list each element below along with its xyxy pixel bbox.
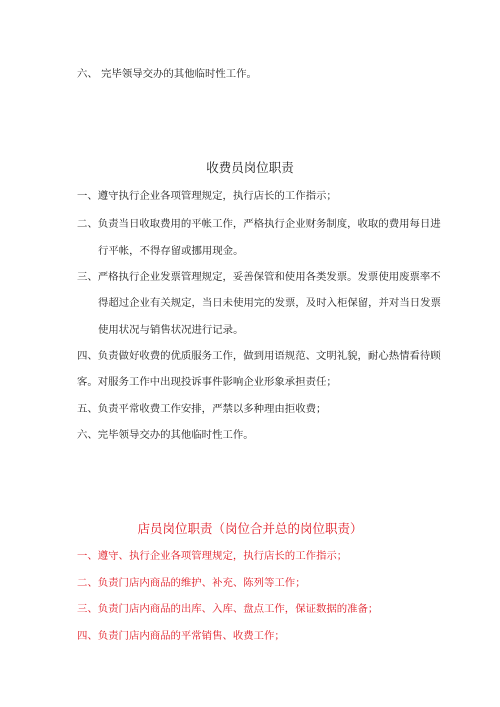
cashier-line: 六、完毕领导交办的其他临时性工作。 — [77, 429, 254, 441]
clerk-line: 二、负责门店内商品的维护、补充、陈列等工作； — [77, 577, 306, 589]
cashier-section-title: 收费员岗位职责 — [206, 160, 294, 175]
cashier-line: 行平帐，不得存留或挪用现金。 — [98, 245, 244, 257]
clerk-line: 一、遵守、执行企业各项管理规定，执行店长的工作指示； — [77, 550, 348, 562]
cashier-line: 得超过企业有关规定，当日未使用完的发票，及时入柜保留，并对当日发票 — [98, 297, 441, 309]
top-item: 六、 完毕领导交办的其他临时性工作。 — [77, 68, 257, 80]
cashier-line: 一、遵守执行企业各项管理规定，执行店长的工作指示； — [77, 190, 337, 202]
cashier-line: 客。对服务工作中出现投诉事件影响企业形象承担责任； — [77, 376, 337, 388]
cashier-line: 五、负责平常收费工作安排，严禁以多种理由拒收费； — [77, 403, 327, 415]
clerk-section-title: 店员岗位职责（岗位合并总的岗位职责） — [137, 521, 363, 536]
cashier-line: 四、负责做好收费的优质服务工作，做到用语规范、文明礼貌，耐心热情看待顾 — [77, 350, 441, 362]
cashier-line: 二、负责当日收取费用的平帐工作，严格执行企业财务制度，收取的费用每日进 — [77, 218, 441, 230]
cashier-line: 使用状况与销售状况进行记录。 — [98, 324, 244, 336]
clerk-line: 三、负责门店内商品的出库、入库、盘点工作，保证数据的准备； — [77, 603, 379, 615]
cashier-line: 三、严格执行企业发票管理规定，妥善保管和使用各类发票。发票使用废票率不 — [77, 271, 441, 283]
clerk-line: 四、负责门店内商品的平常销售、收费工作； — [77, 630, 285, 642]
